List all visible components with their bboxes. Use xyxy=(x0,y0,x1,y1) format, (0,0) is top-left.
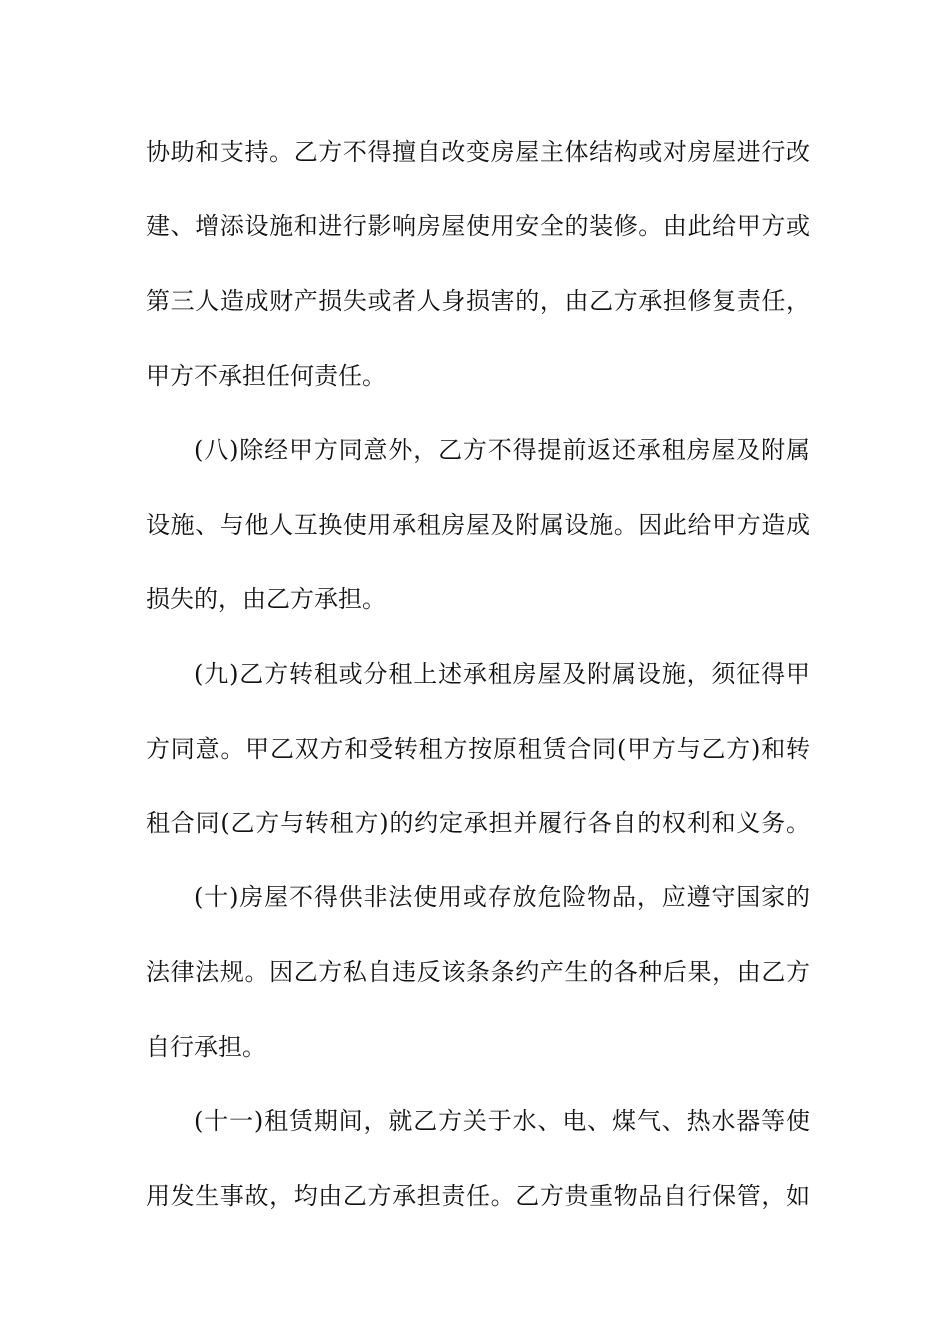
paragraph-line: 租合同(乙方与转租方)的约定承担并履行各自的权利和义务。 xyxy=(146,809,810,837)
paragraph-line: 用发生事故，均由乙方承担责任。乙方贵重物品自行保管，如 xyxy=(146,1182,810,1210)
clause-9-line: (九)乙方转租或分租上述承租房屋及附属设施，须征得甲 xyxy=(194,660,810,688)
paragraph-line: 第三人造成财产损失或者人身损害的，由乙方承担修复责任， xyxy=(146,287,810,315)
paragraph-line: 甲方不承担任何责任。 xyxy=(146,362,386,390)
clause-8-line: (八)除经甲方同意外，乙方不得提前返还承租房屋及附属 xyxy=(194,436,810,464)
paragraph-line: 自行承担。 xyxy=(146,1033,266,1061)
paragraph-line: 法律法规。因乙方私自违反该条条约产生的各种后果，由乙方 xyxy=(146,958,810,986)
paragraph-line: 损失的，由乙方承担。 xyxy=(146,585,386,613)
paragraph-line: 协助和支持。乙方不得擅自改变房屋主体结构或对房屋进行改 xyxy=(146,138,810,166)
paragraph-line: 设施、与他人互换使用承租房屋及附属设施。因此给甲方造成 xyxy=(146,511,810,539)
paragraph-line: 方同意。甲乙双方和受转租方按原租赁合同(甲方与乙方)和转 xyxy=(146,735,810,763)
clause-10-line: (十)房屋不得供非法使用或存放危险物品，应遵守国家的 xyxy=(194,883,810,911)
clause-11-line: (十一)租赁期间，就乙方关于水、电、煤气、热水器等使 xyxy=(194,1107,810,1135)
paragraph-line: 建、增添设施和进行影响房屋使用安全的装修。由此给甲方或 xyxy=(146,212,810,240)
